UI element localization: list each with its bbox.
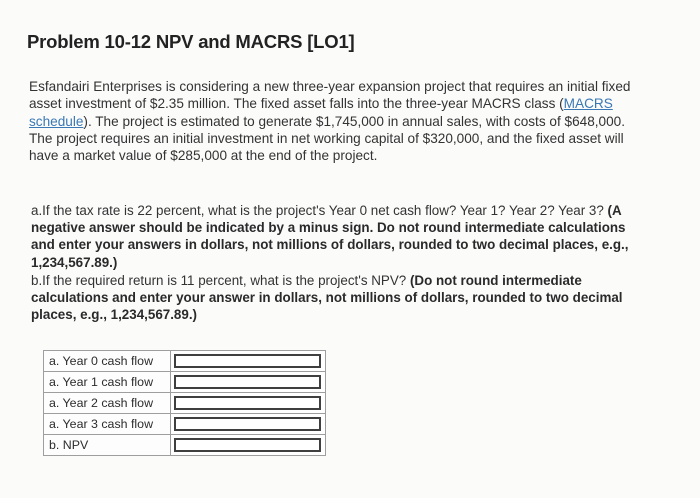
year1-cash-flow-input[interactable] bbox=[174, 375, 321, 389]
problem-title: Problem 10-12 NPV and MACRS [LO1] bbox=[27, 31, 355, 52]
row-label: a. Year 3 cash flow bbox=[44, 414, 171, 435]
intro-text-2: ). The project is estimated to generate $1,745,000 in annual sales, with costs of $648,000. The project requires an initial investment in net working capital of $320,000, and the fixed asset will have a market value of $285,000 at the end of the project. bbox=[29, 113, 625, 164]
question-b-text: If the required return is 11 percent, what is the project's NPV? bbox=[42, 273, 407, 288]
table-row bbox=[44, 372, 326, 393]
year2-cash-flow-input[interactable] bbox=[174, 396, 321, 410]
intro-text-1: Esfandairi Enterprises is considering a new three-year expansion project that requires an initial fixed asset investment of $2.35 million. The fixed asset falls into the three-year MACRS class ( bbox=[29, 79, 631, 112]
problem-description bbox=[29, 78, 639, 164]
row-label: a. Year 0 cash flow bbox=[44, 351, 171, 372]
table-row bbox=[44, 351, 326, 372]
table-row bbox=[44, 414, 326, 435]
question-b-marker: b. bbox=[31, 273, 43, 288]
row-label: a. Year 2 cash flow bbox=[44, 393, 171, 414]
answer-cell bbox=[171, 435, 326, 456]
question-a-note: (A negative answer should be indicated by a minus sign. Do not round intermediate calculations and enter your answers in dollars, not millions of dollars, rounded to two decimal places, e.g., 1,234,567.89.) bbox=[31, 203, 629, 270]
answer-cell bbox=[171, 414, 326, 435]
table-row bbox=[44, 435, 326, 456]
macrs-schedule-link[interactable]: MACRS schedule bbox=[29, 96, 613, 129]
row-label: b. NPV bbox=[44, 435, 171, 456]
question-a-marker: a. bbox=[31, 203, 43, 218]
question-b-note: (Do not round intermediate calculations and enter your answer in dollars, not millions of dollars, rounded to two decimal places, e.g., 1,234,567.89.) bbox=[31, 273, 623, 323]
question-b bbox=[31, 272, 641, 324]
table-row bbox=[44, 393, 326, 414]
year3-cash-flow-input[interactable] bbox=[174, 417, 321, 431]
answer-table bbox=[43, 350, 326, 456]
answer-cell bbox=[171, 372, 326, 393]
answer-cell bbox=[171, 393, 326, 414]
npv-input[interactable] bbox=[174, 438, 321, 452]
question-a-text: If the tax rate is 22 percent, what is the project's Year 0 net cash flow? Year 1? Year 2? Year 3? bbox=[42, 203, 604, 218]
row-label: a. Year 1 cash flow bbox=[44, 372, 171, 393]
answer-cell bbox=[171, 351, 326, 372]
year0-cash-flow-input[interactable] bbox=[174, 354, 321, 368]
question-a bbox=[31, 202, 641, 271]
